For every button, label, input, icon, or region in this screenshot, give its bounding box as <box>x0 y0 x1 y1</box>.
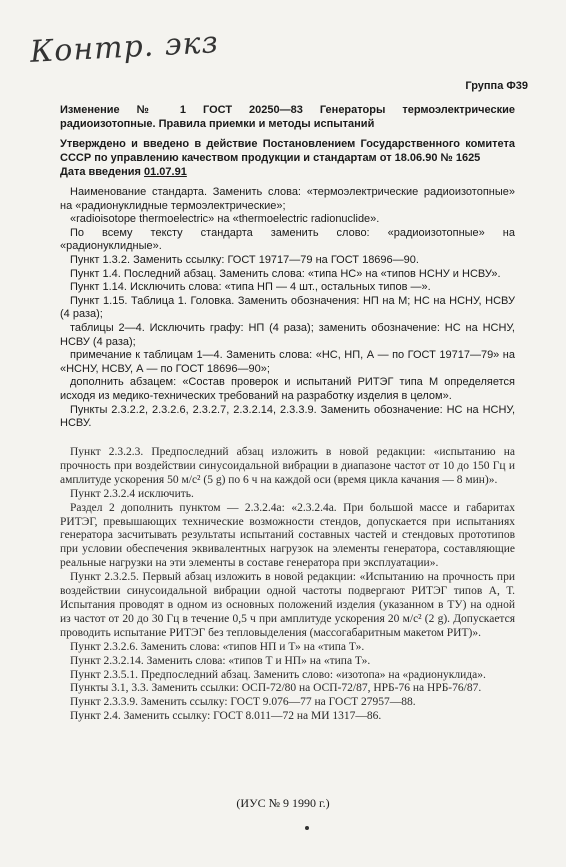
paragraph: Пункт 2.4. Заменить ссылку: ГОСТ 8.011—72 на МИ 1317—86. <box>70 710 382 723</box>
handwritten-note: Контр. экз <box>29 25 220 70</box>
page-mark <box>305 826 309 830</box>
paragraph: Пункт 1.3.2. Заменить ссылку: ГОСТ 19717—79 на ГОСТ 18696—90. <box>70 253 419 266</box>
paragraph: Пункт 2.3.2.3. Предпоследний абзац изложить в новой редакции: «испытанию на прочность при воздействии синусоидальной вибрации в диапазоне частот от 10 до 150 Гц и амплитуде ускорения 50 м/с² (5 g) по 6 ч на каждой оси (время цикла качания — 8 мин)». <box>60 446 515 486</box>
effective-date-label: Дата введения <box>60 166 141 178</box>
group-label: Группа Ф39 <box>465 80 528 92</box>
paragraph: примечание к таблицам 1—4. Заменить слова: «НС, НП, А — по ГОСТ 19717—79» на «НСНУ, НСВУ, А — по ГОСТ 18696—90»; <box>60 349 515 375</box>
paragraph: Пункт 2.3.3.9. Заменить ссылку: ГОСТ 9.076—77 на ГОСТ 27957—88. <box>70 696 416 709</box>
paragraph: Пункты 3.1, 3.3. Заменить ссылки: ОСП-72/80 на ОСП-72/87, НРБ-76 на НРБ-76/87. <box>70 682 482 695</box>
amendments-part-2 <box>60 446 515 724</box>
source-reference: (ИУС № 9 1990 г.) <box>236 796 330 810</box>
effective-date: 01.07.91 <box>144 166 187 178</box>
paragraph: Пункты 2.3.2.2, 2.3.2.6, 2.3.2.7, 2.3.2.14, 2.3.3.9. Заменить обозначение: НС на НСНУ, НСВУ. <box>60 403 515 430</box>
paragraph: Раздел 2 дополнить пунктом — 2.3.2.4а: «2.3.2.4а. При большой массе и габаритах РИТЭГ, превышающих технические возможности стендов, допускается при испытаниях генератора засчитывать результаты испытаний составных частей и стендовых прототипов при условии обеспечения эквивалентных нагрузок на элементы генератора, составляющие реальные нагрузки на эти элементы в составе генератора при эксплуатации». <box>60 501 515 570</box>
paragraph: Пункт 1.4. Последний абзац. Заменить слова: «типа НС» на «типов НСНУ и НСВУ». <box>70 267 501 280</box>
paragraph: Пункт 1.15. Таблица 1. Головка. Заменить обозначения: НП на М; НС на НСНУ, НСВУ (4 раза); <box>60 294 515 321</box>
paragraph: Пункт 2.3.2.5. Первый абзац изложить в новой редакции: «Испытанию на прочность при воздействии синусоидальной вибрации одной частоты подвергают РИТЭГ типов А, Т. Испытания проводят в одном из основных положений изделия (указанном в ТУ) на одной из частот от 20 до 30 Гц в течение 0,5 ч при амплитуде ускорения 20 м/с² (2 g). Допускается проводить испытание РИТЭГ без тепловыделения (массогабаритным макетом РИТ)». <box>60 571 515 639</box>
paragraph: Пункт 2.3.2.14. Заменить слова: «типов Т и НП» на «типа Т». <box>70 654 371 667</box>
document-header <box>60 103 515 179</box>
approval-statement: Утверждено и введено в действие Постановлением Государственного комитета СССР по управлению качеством продукции и стандартам от 18.06.90 № 1625 <box>60 138 515 164</box>
paragraph: Пункт 2.3.5.1. Предпоследний абзац. Заменить слово: «изотопа» на «радионуклида». <box>70 668 486 681</box>
effective-date-line <box>60 165 515 179</box>
paragraph: По всему тексту стандарта заменить слово: «радиоизотопные» на «радионуклидные». <box>60 226 515 253</box>
paragraph: Пункт 2.3.2.6. Заменить слова: «типов НП и Т» на «типа Т». <box>70 640 365 653</box>
paragraph: таблицы 2—4. Исключить графу: НП (4 раза); заменить обозначение: НС на НСНУ, НСВУ (4 раза); <box>60 321 515 348</box>
paragraph: дополнить абзацем: «Состав проверок и испытаний РИТЭГ типа М определяется исходя из медико-технических требований на разработку изделия в целом». <box>60 376 515 402</box>
paragraph: Наименование стандарта. Заменить слова: «термоэлектрические радиоизотопные» на «радионуклидные термоэлектрические»; <box>60 186 515 212</box>
amendments-part-1 <box>60 186 515 431</box>
change-title: Изменение № 1 ГОСТ 20250—83 Генераторы термоэлектрические радиоизотопные. Правила приемки и методы испытаний <box>60 104 515 130</box>
paragraph: «radioisotope thermoelectric» на «thermoelectric radionuclide». <box>70 213 380 226</box>
paragraph: Пункт 2.3.2.4 исключить. <box>70 487 194 500</box>
paragraph: Пункт 1.14. Исключить слова: «типа НП — 4 шт., остальных типов —». <box>70 281 431 294</box>
